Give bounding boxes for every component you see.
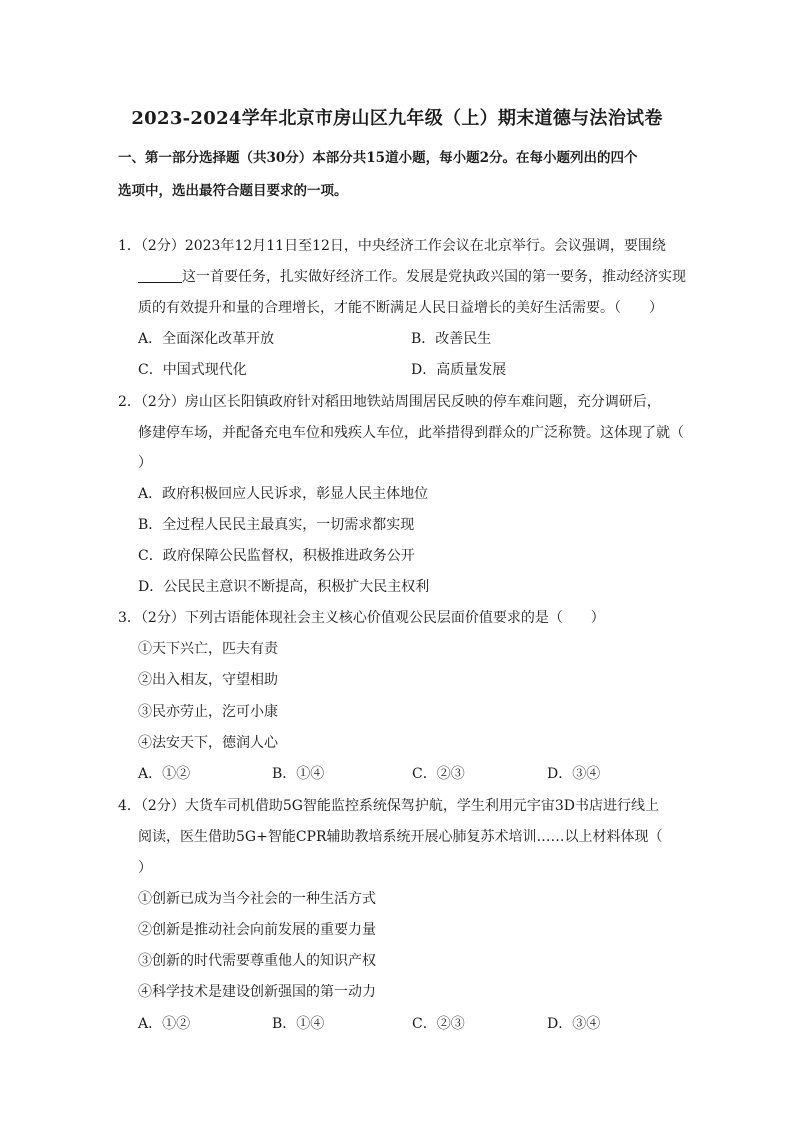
q1-stem-line-3: 质的有效提升和量的合理增长，才能不断满足人民日益增长的美好生活需要。（ ）	[138, 300, 663, 316]
q1-blank	[138, 268, 182, 283]
q3-statement-2: ②出入相友，守望相助	[138, 672, 278, 688]
section-line-2: 选项中，选出最符合题目要求的一项。	[118, 183, 348, 199]
q3-statement-1: ①天下兴亡，匹夫有责	[138, 641, 278, 657]
q2-stem-line-1: 2．（2分）房山区长阳镇政府针对稻田地铁站周围居民反映的停车难问题，充分调研后，	[118, 394, 661, 410]
q3-stem: 3．（2分）下列古语能体现社会主义核心价值观公民层面价值要求的是（ ）	[118, 610, 605, 626]
q1-option-c: C．中国式现代化	[138, 362, 247, 378]
q2-stem-line-3: ）	[138, 455, 152, 471]
q3-option-b: B．①④	[272, 766, 325, 782]
page-title: 2023-2024学年北京市房山区九年级（上）期末道德与法治试卷	[131, 108, 663, 129]
q4-stem-line-1: 4．（2分）大货车司机借助5G智能监控系统保驾护航，学生利用元宇宙3D书店进行线上	[118, 798, 660, 814]
q4-stem-line-2: 阅读，医生借助5G+智能CPR辅助教培系统开展心肺复苏术培训……以上材料体现（	[138, 829, 663, 845]
q3-option-c: C．②③	[412, 766, 465, 782]
q4-option-d: D．③④	[547, 1016, 601, 1032]
q2-option-d: D．公民民主意识不断提高，积极扩大民主权利	[138, 579, 430, 595]
q1-stem-line-2-text: 这一首要任务，扎实做好经济工作。发展是党执政兴国的第一要务，推动经济实现	[182, 269, 686, 285]
q3-option-a: A．①②	[138, 766, 191, 782]
q4-option-a: A．①②	[138, 1016, 191, 1032]
q3-option-d: D．③④	[547, 766, 601, 782]
q4-stem-line-3: ）	[138, 860, 152, 876]
q1-option-a: A．全面深化改革开放	[138, 331, 275, 347]
q1-option-d: D．高质量发展	[411, 362, 507, 378]
q1-stem-line-1: 1．（2分）2023年12月11日至12日，中央经济工作会议在北京举行。会议强调，要围绕	[118, 238, 666, 254]
q4-statement-3: ③创新的时代需要尊重他人的知识产权	[138, 953, 376, 969]
q2-option-a: A．政府积极回应人民诉求，彰显人民主体地位	[138, 486, 429, 502]
q3-statement-3: ③民亦劳止，汔可小康	[138, 704, 278, 720]
q4-option-c: C．②③	[412, 1016, 465, 1032]
q4-option-b: B．①④	[272, 1016, 325, 1032]
section-line-1: 一、第一部分选择题（共30分）本部分共15道小题，每小题2分。在每小题列出的四个	[118, 150, 638, 166]
q1-option-b: B．改善民生	[411, 331, 492, 347]
q2-option-b: B．全过程人民民主最真实，一切需求都实现	[138, 517, 415, 533]
section-instructions	[118, 146, 683, 199]
q3-statement-4: ④法安天下，德润人心	[138, 735, 278, 751]
q4-statement-4: ④科学技术是建设创新强国的第一动力	[138, 984, 376, 1000]
q4-statement-1: ①创新已成为当今社会的一种生活方式	[138, 891, 376, 907]
q4-statement-2: ②创新是推动社会向前发展的重要力量	[138, 922, 376, 938]
q2-option-c: C．政府保障公民监督权，积极推进政务公开	[138, 548, 415, 564]
q1-stem-line-2	[138, 266, 686, 286]
q2-stem-line-2: 修建停车场，并配备充电车位和残疾人车位，此举措得到群众的广泛称赞。这体现了就（	[138, 425, 684, 441]
